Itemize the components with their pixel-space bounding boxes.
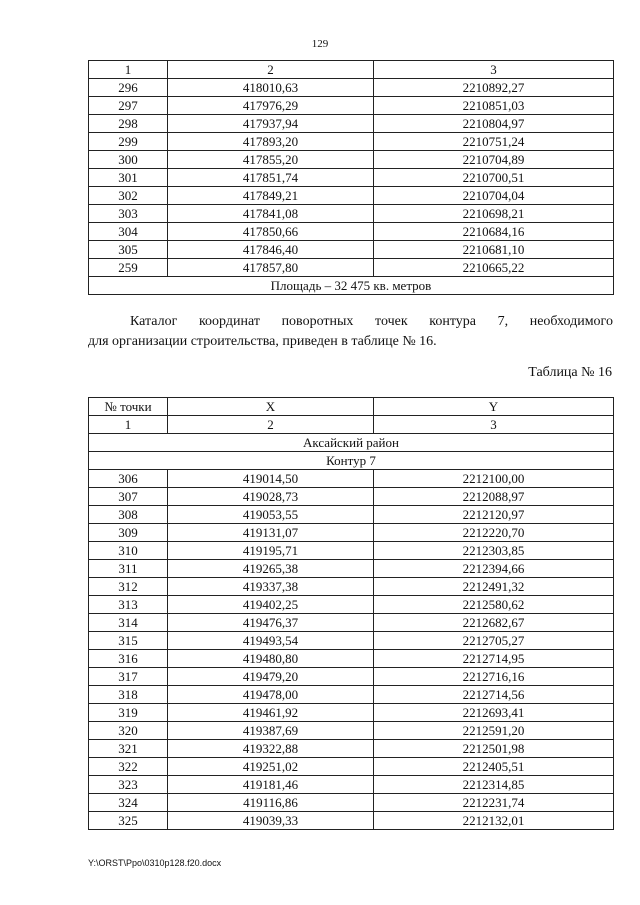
x-coordinate-cell: 419028,73 — [168, 488, 374, 506]
coordinates-table-16 — [88, 397, 614, 830]
point-number-cell: 300 — [89, 151, 168, 169]
coordinates-table-continued — [88, 60, 614, 295]
column-header-row — [89, 398, 614, 416]
contour-name: Контур 7 — [89, 452, 614, 470]
x-coordinate-cell: 419337,38 — [168, 578, 374, 596]
x-coordinate-cell: 417855,20 — [168, 151, 374, 169]
district-row — [89, 434, 614, 452]
point-number-cell: 309 — [89, 524, 168, 542]
table-row — [89, 205, 614, 223]
y-coordinate-cell: 2212705,27 — [374, 632, 614, 650]
y-coordinate-cell: 2212132,01 — [374, 812, 614, 830]
point-number-cell: 312 — [89, 578, 168, 596]
y-coordinate-cell: 2212682,67 — [374, 614, 614, 632]
point-number-cell: 317 — [89, 668, 168, 686]
x-coordinate-cell: 417849,21 — [168, 187, 374, 205]
y-coordinate-cell: 2210704,04 — [374, 187, 614, 205]
x-coordinate-cell: 419265,38 — [168, 560, 374, 578]
point-number-cell: 305 — [89, 241, 168, 259]
x-coordinate-cell: 419387,69 — [168, 722, 374, 740]
point-number-cell: 299 — [89, 133, 168, 151]
x-coordinate-cell: 418010,63 — [168, 79, 374, 97]
y-coordinate-cell: 2212088,97 — [374, 488, 614, 506]
table-row — [89, 650, 614, 668]
table-body — [89, 61, 614, 277]
page-number: 129 — [311, 38, 329, 50]
paragraph-word: поворотных — [281, 314, 354, 329]
y-coordinate-cell: 2212714,95 — [374, 650, 614, 668]
y-coordinate-cell: 2212580,62 — [374, 596, 614, 614]
table-row — [89, 596, 614, 614]
y-coordinate-cell: 2212231,74 — [374, 794, 614, 812]
point-number-cell: 313 — [89, 596, 168, 614]
y-coordinate-cell: 2210681,10 — [374, 241, 614, 259]
y-coordinate-cell: 2212591,20 — [374, 722, 614, 740]
table-row — [89, 79, 614, 97]
y-coordinate-cell: 2212120,97 — [374, 506, 614, 524]
y-coordinate-cell: 2210704,89 — [374, 151, 614, 169]
point-number-cell: 316 — [89, 650, 168, 668]
point-number-cell: 324 — [89, 794, 168, 812]
table-row — [89, 133, 614, 151]
y-coordinate-cell: 2210684,16 — [374, 223, 614, 241]
x-coordinate-cell: 417893,20 — [168, 133, 374, 151]
y-coordinate-cell: 2212314,85 — [374, 776, 614, 794]
table-row — [89, 794, 614, 812]
y-coordinate-cell: 2210665,22 — [374, 259, 614, 277]
y-coordinate-cell: 2212714,56 — [374, 686, 614, 704]
paragraph-word: контура — [429, 314, 476, 329]
y-coordinate-cell: 2210700,51 — [374, 169, 614, 187]
y-coordinate-cell: 2210851,03 — [374, 97, 614, 115]
column-number-1: 1 — [89, 61, 168, 79]
column-number-2: 2 — [168, 61, 374, 79]
x-coordinate-cell: 419461,92 — [168, 704, 374, 722]
y-coordinate-cell: 2212693,41 — [374, 704, 614, 722]
column-header-point-number: № точки — [89, 398, 168, 416]
column-header-x: X — [168, 398, 374, 416]
x-coordinate-cell: 417846,40 — [168, 241, 374, 259]
y-coordinate-cell: 2212491,32 — [374, 578, 614, 596]
table-row — [89, 722, 614, 740]
table-row — [89, 470, 614, 488]
table-row — [89, 668, 614, 686]
table-row — [89, 97, 614, 115]
point-number-cell: 301 — [89, 169, 168, 187]
y-coordinate-cell: 2212303,85 — [374, 542, 614, 560]
x-coordinate-cell: 419039,33 — [168, 812, 374, 830]
point-number-cell: 321 — [89, 740, 168, 758]
y-coordinate-cell: 2210804,97 — [374, 115, 614, 133]
point-number-cell: 311 — [89, 560, 168, 578]
x-coordinate-cell: 419195,71 — [168, 542, 374, 560]
contour-row — [89, 452, 614, 470]
table-row — [89, 506, 614, 524]
x-coordinate-cell: 417841,08 — [168, 205, 374, 223]
y-coordinate-cell: 2212220,70 — [374, 524, 614, 542]
x-coordinate-cell: 419402,25 — [168, 596, 374, 614]
table-row — [89, 241, 614, 259]
point-number-cell: 259 — [89, 259, 168, 277]
y-coordinate-cell: 2212394,66 — [374, 560, 614, 578]
point-number-cell: 296 — [89, 79, 168, 97]
catalog-paragraph — [88, 312, 613, 352]
y-coordinate-cell: 2212716,16 — [374, 668, 614, 686]
x-coordinate-cell: 419322,88 — [168, 740, 374, 758]
x-coordinate-cell: 417857,80 — [168, 259, 374, 277]
point-number-cell: 308 — [89, 506, 168, 524]
paragraph-line-2: для организации строительства, приведен в таблице № 16. — [88, 334, 437, 349]
x-coordinate-cell: 417850,66 — [168, 223, 374, 241]
x-coordinate-cell: 419053,55 — [168, 506, 374, 524]
district-name: Аксайский район — [89, 434, 614, 452]
table-row — [89, 758, 614, 776]
x-coordinate-cell: 419181,46 — [168, 776, 374, 794]
point-number-cell: 306 — [89, 470, 168, 488]
paragraph-word: 7, — [497, 314, 509, 329]
table-row — [89, 740, 614, 758]
table-row — [89, 560, 614, 578]
paragraph-line-1 — [88, 312, 613, 332]
point-number-cell: 322 — [89, 758, 168, 776]
table-row — [89, 115, 614, 133]
point-number-cell: 319 — [89, 704, 168, 722]
table-row — [89, 614, 614, 632]
point-number-cell: 315 — [89, 632, 168, 650]
column-number-2: 2 — [168, 416, 374, 434]
x-coordinate-cell: 419131,07 — [168, 524, 374, 542]
table-row — [89, 259, 614, 277]
y-coordinate-cell: 2210751,24 — [374, 133, 614, 151]
point-number-cell: 303 — [89, 205, 168, 223]
paragraph-word: точек — [375, 314, 408, 329]
y-coordinate-cell: 2210698,21 — [374, 205, 614, 223]
x-coordinate-cell: 419478,00 — [168, 686, 374, 704]
table-row — [89, 812, 614, 830]
paragraph-word: координат — [198, 314, 260, 329]
x-coordinate-cell: 417976,29 — [168, 97, 374, 115]
paragraph-word: необходимого — [529, 314, 613, 329]
x-coordinate-cell: 419116,86 — [168, 794, 374, 812]
table-row — [89, 223, 614, 241]
table-row — [89, 776, 614, 794]
table-row — [89, 187, 614, 205]
column-header-y: Y — [374, 398, 614, 416]
x-coordinate-cell: 417851,74 — [168, 169, 374, 187]
table-row — [89, 488, 614, 506]
point-number-cell: 325 — [89, 812, 168, 830]
table-row — [89, 524, 614, 542]
point-number-cell: 298 — [89, 115, 168, 133]
table-caption: Таблица № 16 — [528, 365, 612, 380]
paragraph-word: Каталог — [130, 314, 178, 329]
table-row — [89, 632, 614, 650]
table-body — [89, 470, 614, 830]
x-coordinate-cell: 419014,50 — [168, 470, 374, 488]
x-coordinate-cell: 419251,02 — [168, 758, 374, 776]
x-coordinate-cell: 419480,80 — [168, 650, 374, 668]
table-row — [89, 151, 614, 169]
column-number-3: 3 — [374, 416, 614, 434]
table-row — [89, 169, 614, 187]
point-number-cell: 323 — [89, 776, 168, 794]
point-number-cell: 297 — [89, 97, 168, 115]
table-row — [89, 686, 614, 704]
y-coordinate-cell: 2212100,00 — [374, 470, 614, 488]
y-coordinate-cell: 2212501,98 — [374, 740, 614, 758]
table-row — [89, 578, 614, 596]
x-coordinate-cell: 417937,94 — [168, 115, 374, 133]
column-number-1: 1 — [89, 416, 168, 434]
table-row — [89, 704, 614, 722]
point-number-cell: 307 — [89, 488, 168, 506]
point-number-cell: 310 — [89, 542, 168, 560]
point-number-cell: 318 — [89, 686, 168, 704]
area-row — [89, 277, 614, 295]
x-coordinate-cell: 419476,37 — [168, 614, 374, 632]
column-numbering-row — [89, 416, 614, 434]
point-number-cell: 314 — [89, 614, 168, 632]
y-coordinate-cell: 2210892,27 — [374, 79, 614, 97]
table-row — [89, 542, 614, 560]
column-numbering-row — [89, 61, 614, 79]
point-number-cell: 320 — [89, 722, 168, 740]
point-number-cell: 304 — [89, 223, 168, 241]
area-text: Площадь – 32 475 кв. метров — [89, 277, 614, 295]
column-number-3: 3 — [374, 61, 614, 79]
point-number-cell: 302 — [89, 187, 168, 205]
footer-file-path: Y:\ORST\Ppo\0310p128.f20.docx — [88, 858, 222, 868]
y-coordinate-cell: 2212405,51 — [374, 758, 614, 776]
x-coordinate-cell: 419479,20 — [168, 668, 374, 686]
x-coordinate-cell: 419493,54 — [168, 632, 374, 650]
